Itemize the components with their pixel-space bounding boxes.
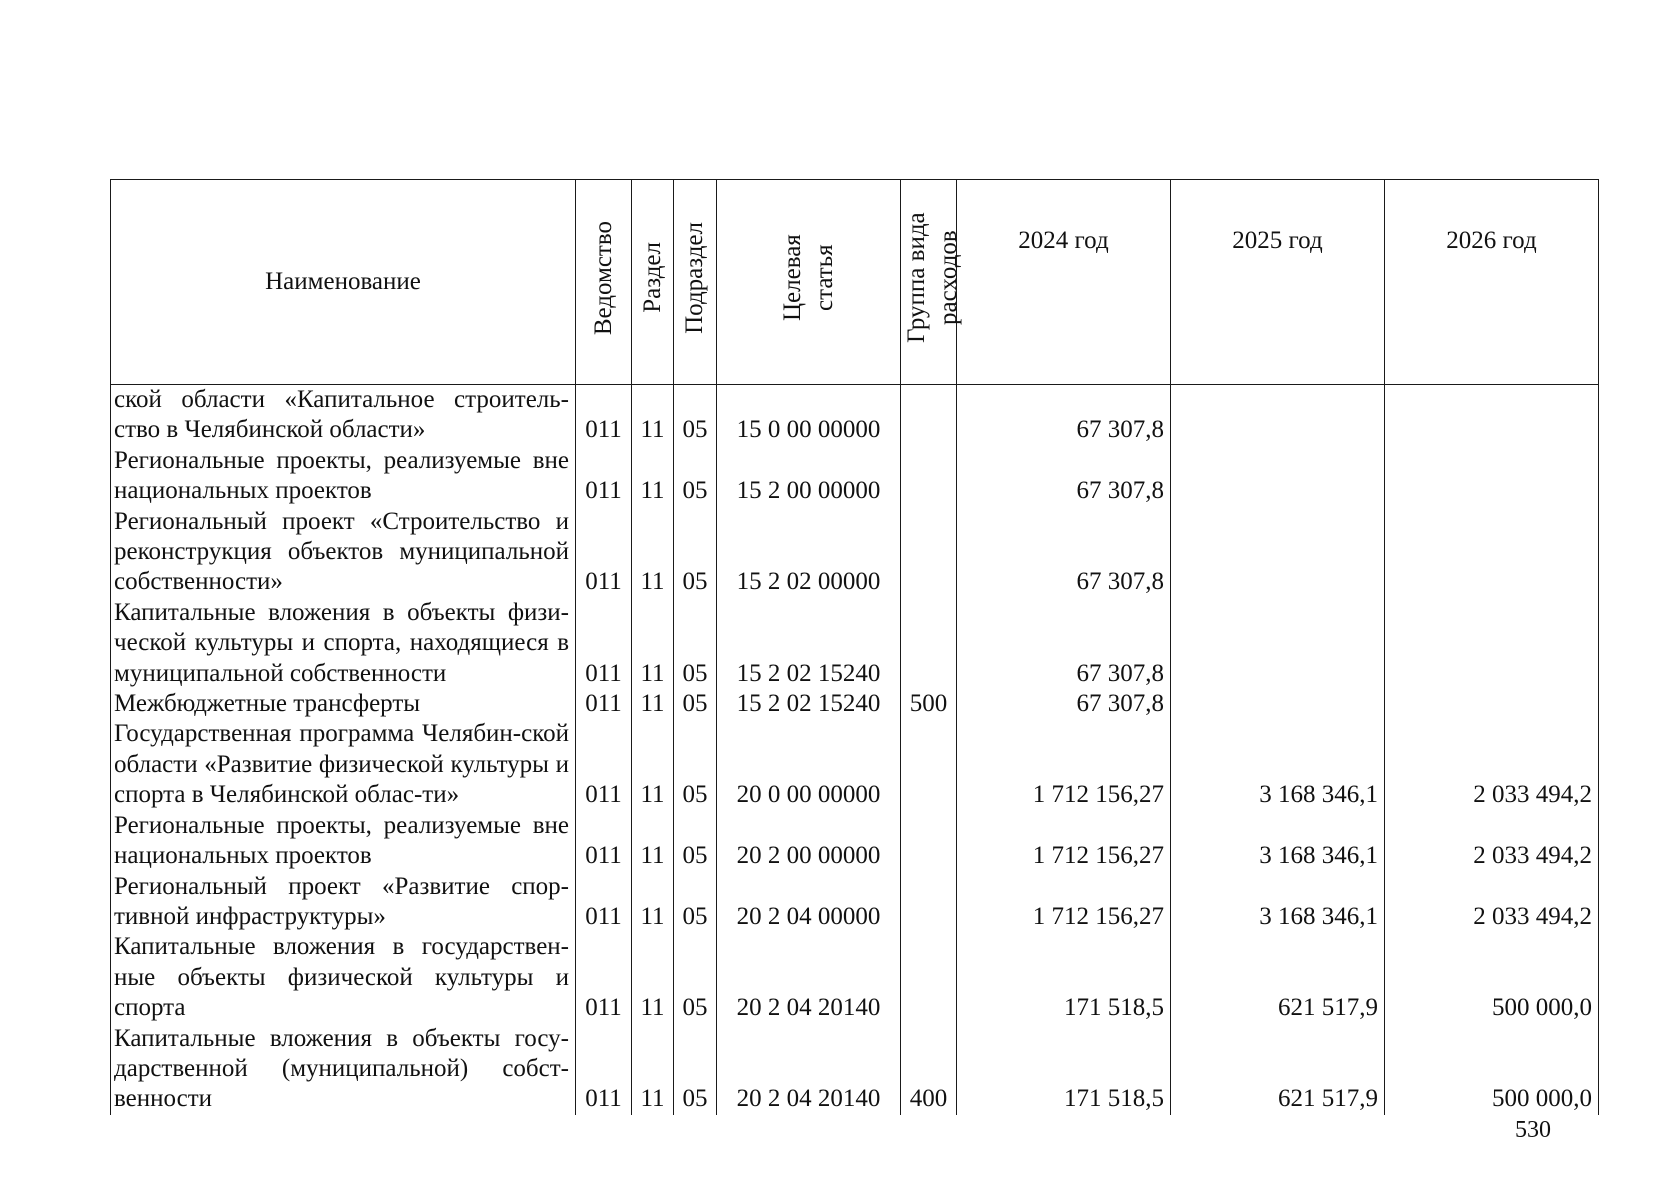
row-2026 [1385, 507, 1599, 598]
row-group [901, 446, 957, 507]
row-section: 11 [632, 598, 674, 689]
row-2025 [1171, 507, 1385, 598]
row-name: ской области «Капитальное строитель-ство в Челябинской области» [111, 385, 576, 446]
row-2025: 621 517,9 [1171, 932, 1385, 1023]
row-2026 [1385, 689, 1599, 719]
row-section: 11 [632, 446, 674, 507]
table-row [111, 811, 1599, 872]
budget-table [110, 179, 1599, 1115]
row-agency: 011 [576, 719, 632, 810]
row-target: 15 2 02 15240 [717, 598, 901, 689]
row-subsection: 05 [674, 1024, 717, 1115]
row-agency: 011 [576, 598, 632, 689]
row-agency: 011 [576, 385, 632, 446]
row-2025 [1171, 446, 1385, 507]
row-subsection: 05 [674, 446, 717, 507]
row-target: 15 0 00 00000 [717, 385, 901, 446]
row-subsection: 05 [674, 507, 717, 598]
header-expense-group: Группа вида расходов [901, 180, 957, 385]
row-2026 [1385, 446, 1599, 507]
row-agency: 011 [576, 689, 632, 719]
row-2026: 2 033 494,2 [1385, 719, 1599, 810]
row-name: Капитальные вложения в объекты физи-ческой культуры и спорта, находящиеся в муниципальной собственности [111, 598, 576, 689]
row-2025: 3 168 346,1 [1171, 811, 1385, 872]
row-section: 11 [632, 932, 674, 1023]
header-2026: 2026 год [1385, 180, 1599, 385]
row-subsection: 05 [674, 811, 717, 872]
table-row [111, 507, 1599, 598]
row-2024: 1 712 156,27 [957, 811, 1171, 872]
row-2025: 621 517,9 [1171, 1024, 1385, 1115]
row-agency: 011 [576, 872, 632, 933]
row-2026 [1385, 385, 1599, 446]
row-name: Межбюджетные трансферты [111, 689, 576, 719]
row-agency: 011 [576, 446, 632, 507]
table-header [111, 180, 1599, 385]
row-section: 11 [632, 689, 674, 719]
row-subsection: 05 [674, 598, 717, 689]
header-2025: 2025 год [1171, 180, 1385, 385]
row-subsection: 05 [674, 385, 717, 446]
row-2024: 1 712 156,27 [957, 872, 1171, 933]
row-name: Региональные проекты, реализуемые вне национальных проектов [111, 811, 576, 872]
row-target: 20 2 04 20140 [717, 932, 901, 1023]
row-name: Региональные проекты, реализуемые вне национальных проектов [111, 446, 576, 507]
row-agency: 011 [576, 1024, 632, 1115]
row-2025 [1171, 689, 1385, 719]
table-row [111, 446, 1599, 507]
table-row [111, 598, 1599, 689]
row-agency: 011 [576, 811, 632, 872]
row-name: Региональный проект «Строительство и реконструкция объектов муниципальной собственности» [111, 507, 576, 598]
row-2024: 171 518,5 [957, 932, 1171, 1023]
row-group [901, 385, 957, 446]
row-group [901, 872, 957, 933]
row-target: 15 2 00 00000 [717, 446, 901, 507]
row-subsection: 05 [674, 719, 717, 810]
row-target: 15 2 02 15240 [717, 689, 901, 719]
row-2026: 500 000,0 [1385, 932, 1599, 1023]
row-2024: 67 307,8 [957, 689, 1171, 719]
table-row [111, 385, 1599, 446]
row-name: Государственная программа Челябин-ской области «Развитие физической культуры и спорта в Челябинской облас-ти» [111, 719, 576, 810]
row-2024: 67 307,8 [957, 385, 1171, 446]
row-group [901, 719, 957, 810]
row-target: 15 2 02 00000 [717, 507, 901, 598]
row-target: 20 2 04 20140 [717, 1024, 901, 1115]
row-agency: 011 [576, 932, 632, 1023]
row-subsection: 05 [674, 689, 717, 719]
header-name: Наименование [111, 180, 576, 385]
table-row [111, 932, 1599, 1023]
table-row [111, 719, 1599, 810]
row-2026 [1385, 598, 1599, 689]
row-group [901, 811, 957, 872]
row-target: 20 2 00 00000 [717, 811, 901, 872]
header-agency: Ведомство [576, 180, 632, 385]
header-target-article: Целевая статья [717, 180, 901, 385]
row-target: 20 0 00 00000 [717, 719, 901, 810]
header-section: Раздел [632, 180, 674, 385]
row-group [901, 507, 957, 598]
table-row [111, 1024, 1599, 1115]
row-2026: 500 000,0 [1385, 1024, 1599, 1115]
header-2024: 2024 год [957, 180, 1171, 385]
row-2024: 171 518,5 [957, 1024, 1171, 1115]
row-group [901, 932, 957, 1023]
row-2026: 2 033 494,2 [1385, 872, 1599, 933]
row-section: 11 [632, 811, 674, 872]
page-number: 530 [1515, 1117, 1551, 1143]
row-section: 11 [632, 719, 674, 810]
row-agency: 011 [576, 507, 632, 598]
row-subsection: 05 [674, 872, 717, 933]
row-group: 400 [901, 1024, 957, 1115]
row-2026: 2 033 494,2 [1385, 811, 1599, 872]
table-row [111, 689, 1599, 719]
row-group [901, 598, 957, 689]
header-subsection: Подраздел [674, 180, 717, 385]
row-2024: 67 307,8 [957, 598, 1171, 689]
row-section: 11 [632, 1024, 674, 1115]
table-body [111, 385, 1599, 1115]
table-row [111, 872, 1599, 933]
row-section: 11 [632, 872, 674, 933]
row-name: Региональный проект «Развитие спор-тивной инфраструктуры» [111, 872, 576, 933]
row-target: 20 2 04 00000 [717, 872, 901, 933]
row-2025 [1171, 385, 1385, 446]
row-section: 11 [632, 385, 674, 446]
row-2024: 67 307,8 [957, 446, 1171, 507]
row-2024: 1 712 156,27 [957, 719, 1171, 810]
row-subsection: 05 [674, 932, 717, 1023]
row-2025: 3 168 346,1 [1171, 719, 1385, 810]
row-name: Капитальные вложения в объекты госу-дарственной (муниципальной) собст-венности [111, 1024, 576, 1115]
row-name: Капитальные вложения в государствен-ные объекты физической культуры и спорта [111, 932, 576, 1023]
row-2024: 67 307,8 [957, 507, 1171, 598]
row-group: 500 [901, 689, 957, 719]
row-2025 [1171, 598, 1385, 689]
row-2025: 3 168 346,1 [1171, 872, 1385, 933]
row-section: 11 [632, 507, 674, 598]
